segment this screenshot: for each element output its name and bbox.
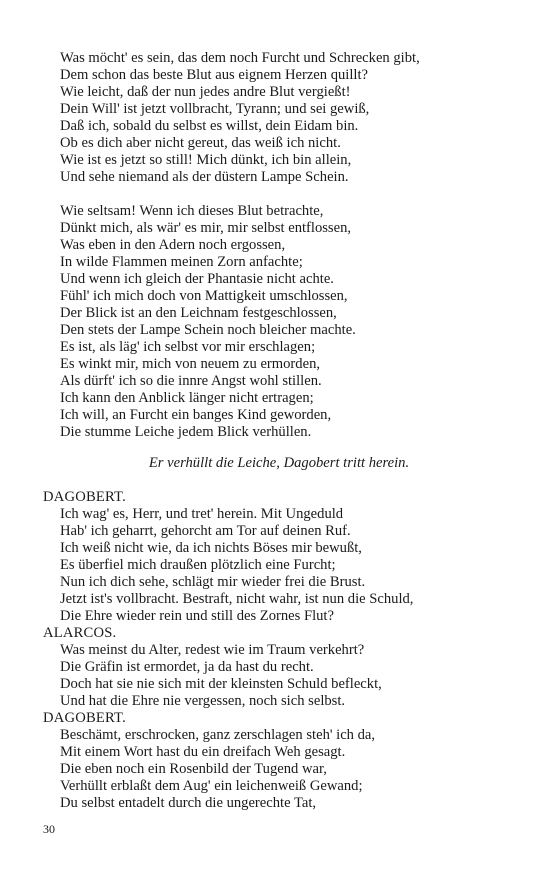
verse-line: Der Blick ist an den Leichnam festgeschlossen, xyxy=(60,305,337,321)
speaker-name: DAGOBERT. xyxy=(43,710,126,726)
stage-direction: Er verhüllt die Leiche, Dagobert tritt herein. xyxy=(148,455,410,471)
verse-line: Du selbst entadelt durch die ungerechte Tat, xyxy=(60,795,317,811)
verse-line: Was möcht' es sein, das dem noch Furcht und Schrecken gibt, xyxy=(60,50,420,66)
verse-line: Wie ist es jetzt so still! Mich dünkt, ich bin allein, xyxy=(60,152,352,168)
verse-line: Und sehe niemand als der düstern Lampe Schein. xyxy=(60,169,349,185)
verse-line: Doch hat sie nie sich mit der kleinsten Schuld befleckt, xyxy=(60,676,382,692)
verse-line: Wie seltsam! Wenn ich dieses Blut betrachte, xyxy=(60,203,324,219)
verse-line: Was eben in den Adern noch ergossen, xyxy=(60,237,286,253)
speaker-name: ALARCOS. xyxy=(43,625,117,641)
verse-line: Es winkt mir, mich von neuem zu ermorden, xyxy=(60,356,321,372)
verse-line: Verhüllt erblaßt dem Aug' ein leichenweiß Gewand; xyxy=(60,778,363,794)
verse-line: Ich wag' es, Herr, und tret' herein. Mit Ungeduld xyxy=(60,506,344,522)
verse-line: Wie leicht, daß der nun jedes andre Blut vergießt! xyxy=(60,84,351,100)
verse-line: Es überfiel mich draußen plötzlich eine Furcht; xyxy=(60,557,336,573)
page-number: 30 xyxy=(43,822,55,836)
verse-line: Nun ich dich sehe, schlägt mir wieder frei die Brust. xyxy=(60,574,366,590)
speaker-name: DAGOBERT. xyxy=(43,489,126,505)
verse-line: Und wenn ich gleich der Phantasie nicht achte. xyxy=(60,271,334,287)
verse-line: Ich will, an Furcht ein banges Kind geworden, xyxy=(60,407,332,423)
verse-line: Und hat die Ehre nie vergessen, noch sich selbst. xyxy=(60,693,346,709)
verse-line: Den stets der Lampe Schein noch bleicher machte. xyxy=(60,322,356,338)
verse-line: In wilde Flammen meinen Zorn anfachte; xyxy=(60,254,303,270)
verse-line: Ich kann den Anblick länger nicht ertragen; xyxy=(60,390,314,406)
verse-line: Dein Will' ist jetzt vollbracht, Tyrann; und sei gewiß, xyxy=(60,101,370,117)
verse-line: Die Ehre wieder rein und still des Zornes Flut? xyxy=(60,608,334,624)
verse-line: Hab' ich geharrt, gehorcht am Tor auf deinen Ruf. xyxy=(60,523,351,539)
verse-line: Was meinst du Alter, redest wie im Traum verkehrt? xyxy=(60,642,365,658)
verse-line: Fühl' ich mich doch von Mattigkeit umschlossen, xyxy=(60,288,348,304)
verse-line: Mit einem Wort hast du ein dreifach Weh gesagt. xyxy=(60,744,346,760)
verse-line: Daß ich, sobald du selbst es willst, dein Eidam bin. xyxy=(60,118,359,134)
verse-line: Die eben noch ein Rosenbild der Tugend war, xyxy=(60,761,327,777)
verse-line: Dünkt mich, als wär' es mir, mir selbst entflossen, xyxy=(60,220,352,236)
verse-line: Ich weiß nicht wie, da ich nichts Böses mir bewußt, xyxy=(60,540,362,556)
verse-line: Als dürft' ich so die innre Angst wohl stillen. xyxy=(60,373,322,389)
verse-line: Dem schon das beste Blut aus eignem Herzen quillt? xyxy=(60,67,369,83)
verse-line: Die Gräfin ist ermordet, ja da hast du recht. xyxy=(60,659,314,675)
verse-line: Jetzt ist's vollbracht. Bestraft, nicht wahr, ist nun die Schuld, xyxy=(60,591,414,607)
verse-line: Beschämt, erschrocken, ganz zerschlagen steh' ich da, xyxy=(60,727,376,743)
verse-line: Es ist, als läg' ich selbst vor mir erschlagen; xyxy=(60,339,316,355)
verse-line: Ob es dich aber nicht gereut, das weiß ich nicht. xyxy=(60,135,341,151)
verse-line: Die stumme Leiche jedem Blick verhüllen. xyxy=(60,424,312,440)
